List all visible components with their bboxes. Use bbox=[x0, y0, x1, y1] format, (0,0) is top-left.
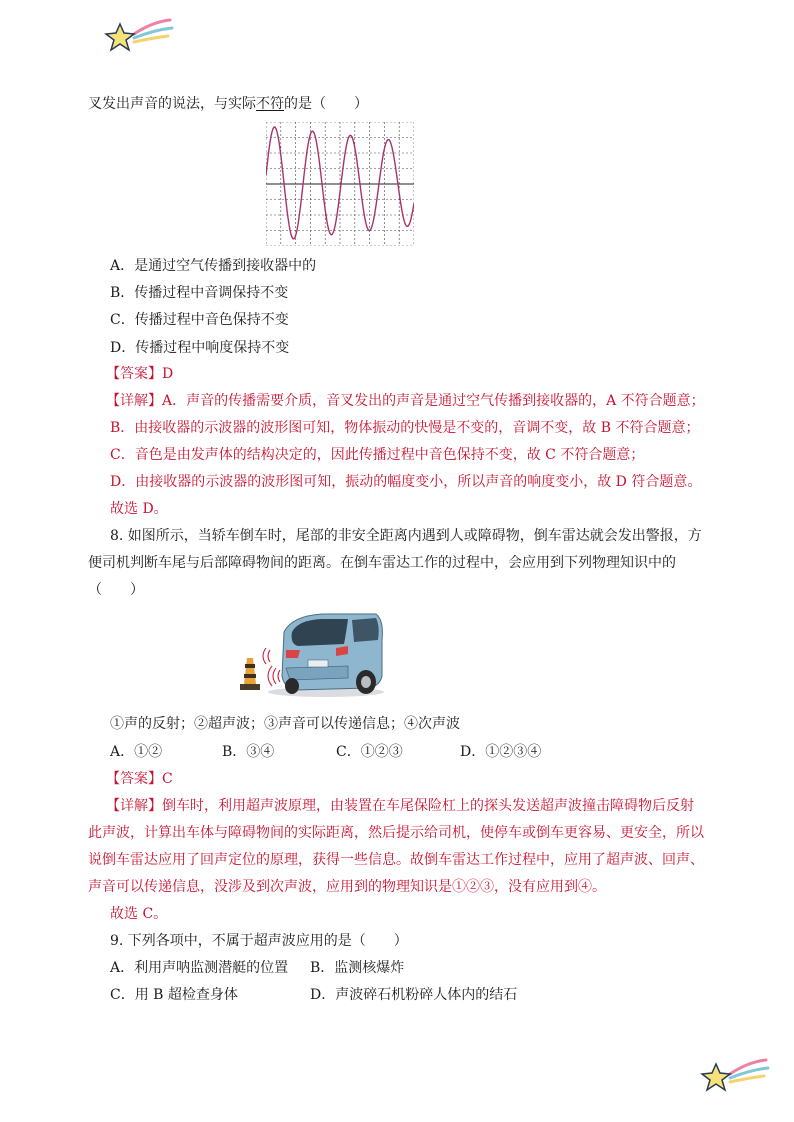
shooting-star-icon bbox=[700, 1056, 770, 1096]
q8-detail-line: 声音可以传递信息，没涉及到次声波，应用到的物理知识是①②③，没有应用到④。 bbox=[88, 879, 606, 895]
q8-stem-line: 便司机判断车尾与后部障碍物间的距离。在倒车雷达工作的过程中，会应用到下列物理知识中的 bbox=[88, 555, 676, 571]
q8-option-d: D．①②③④ bbox=[460, 744, 542, 760]
q8-answer: 【答案】C bbox=[106, 771, 173, 787]
q9-stem: 9. 下列各项中，不属于超声波应用的是（ ） bbox=[110, 933, 408, 949]
q7-option-c: C．传播过程中音色保持不变 bbox=[110, 312, 289, 328]
q8-option-b: B．③④ bbox=[222, 744, 275, 760]
q8-detail-line: 说倒车雷达应用了回声定位的原理，获得一些信息。故倒车雷达工作过程中，应用了超声波、回声、 bbox=[88, 852, 704, 868]
q7-conclusion: 故选 D。 bbox=[110, 501, 168, 517]
q8-detail-line: 【详解】倒车时，利用超声波原理，由装置在车尾保险杠上的探头发送超声波撞击障碍物后反射 bbox=[106, 798, 694, 814]
q8-detail-line: 此声波，计算出车体与障碍物间的实际距离，然后提示给司机，使停车或倒车更容易、更安全，所以 bbox=[88, 825, 704, 841]
q8-knowledge-items: ①声的反射；②超声波；③声音可以传递信息；④次声波 bbox=[110, 716, 460, 732]
q7-stem-underlined: 不符 bbox=[256, 96, 284, 112]
q7-stem-a: 叉发出声音的说法，与实际 bbox=[88, 96, 256, 112]
q7-detail-line: D．由接收器的示波器的波形图可知，振动的幅度变小，所以声音的响度变小，故 D 符合题意。 bbox=[110, 474, 702, 490]
q8-option-c: C．①②③ bbox=[336, 744, 403, 760]
q7-option-b: B．传播过程中音调保持不变 bbox=[110, 285, 289, 301]
q8-stem-line: 8. 如图所示，当轿车倒车时，尾部的非安全距离内遇到人或障碍物，倒车雷达就会发出警报，方 bbox=[110, 528, 702, 544]
q7-stem-b: 的是（ ） bbox=[284, 96, 368, 112]
q8-conclusion: 故选 C。 bbox=[110, 906, 168, 922]
oscilloscope-waveform bbox=[266, 122, 414, 246]
q9-option-c: C．用 B 超检查身体 bbox=[110, 987, 238, 1003]
q9-option-b: B．监测核爆炸 bbox=[310, 960, 405, 976]
q7-detail-line: 【详解】A．声音的传播需要介质，音叉发出的声音是通过空气传播到接收器的，A 不符合题意； bbox=[106, 393, 705, 409]
q9-option-d: D．声波碎石机粉碎人体内的结石 bbox=[310, 987, 518, 1003]
q8-stem-line: （ ） bbox=[88, 582, 144, 598]
shooting-star-icon bbox=[104, 16, 174, 56]
q7-option-d: D．传播过程中响度保持不变 bbox=[110, 340, 290, 356]
reversing-car-illustration bbox=[236, 610, 386, 698]
q7-option-a: A．是通过空气传播到接收器中的 bbox=[110, 258, 317, 274]
q7-stem bbox=[88, 94, 368, 114]
q8-option-a: A．①② bbox=[110, 744, 163, 760]
q7-answer: 【答案】D bbox=[106, 366, 174, 382]
q7-detail-line: C．音色是由发声体的结构决定的，因此传播过程中音色保持不变，故 C 不符合题意； bbox=[110, 447, 645, 463]
q9-option-a: A．利用声呐监测潜艇的位置 bbox=[110, 960, 289, 976]
q7-detail-line: B．由接收器的示波器的波形图可知，物体振动的快慢是不变的，音调不变，故 B 不符合题意； bbox=[110, 420, 700, 436]
